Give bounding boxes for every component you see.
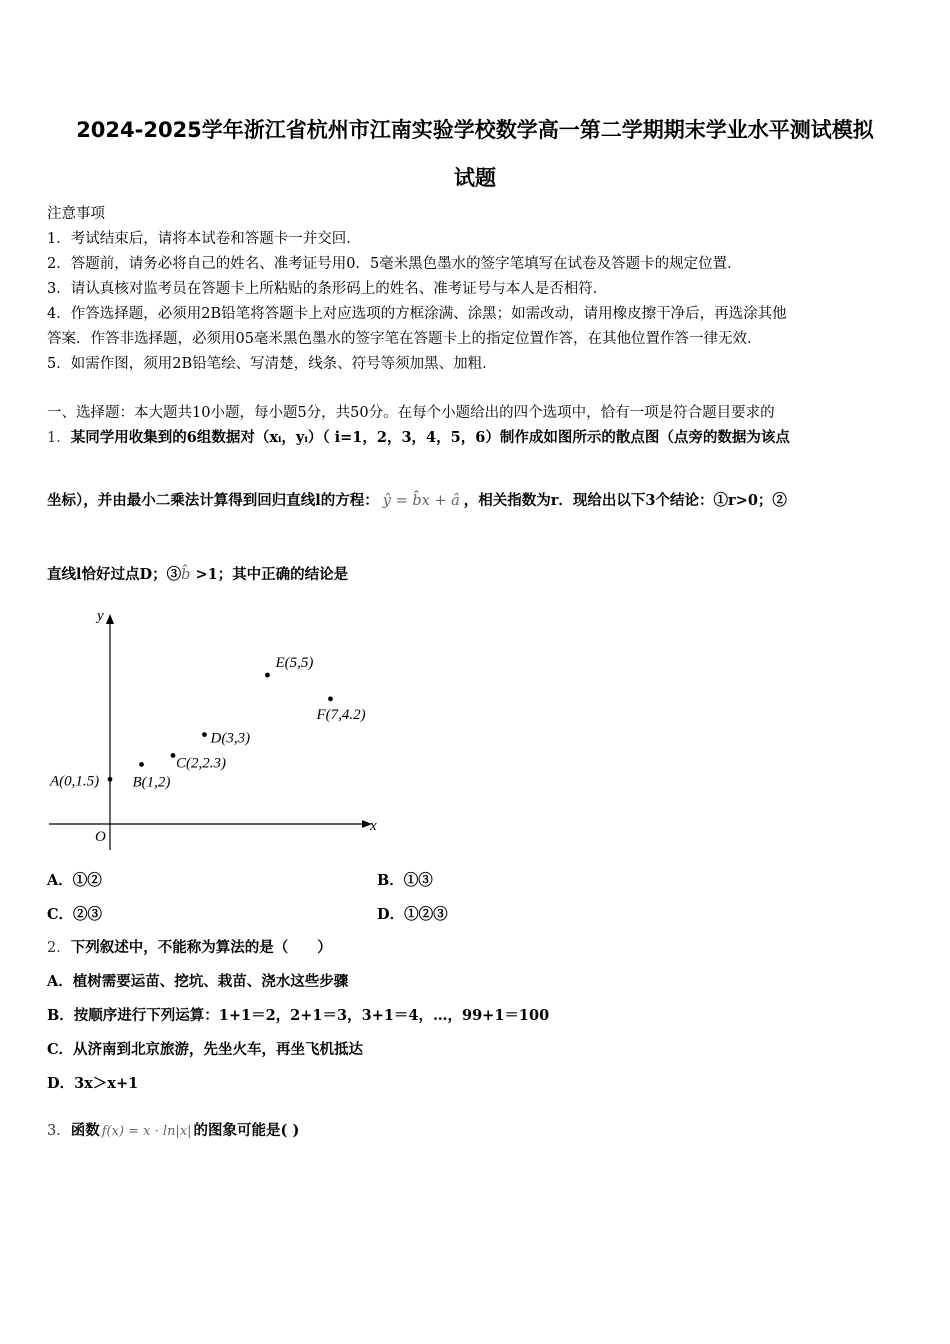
- question-1-text: 坐标），并由最小二乘法计算得到回归直线l的方程：: [47, 492, 379, 509]
- question-3-stem: [47, 1119, 299, 1140]
- q2-option-a[interactable]: A．植树需要运苗、挖坑、栽苗、浇水这些步骤: [47, 973, 349, 990]
- regression-formula: ŷ = b̂x + â: [382, 493, 460, 509]
- q2-option-b[interactable]: B．按顺序进行下列运算：1+1＝2，2+1＝3，3+1＝4，…，99+1＝100: [47, 1007, 550, 1024]
- x-axis-label: x: [370, 818, 377, 834]
- question-1-stem: 某同学用收集到的6组数据对（xᵢ，yᵢ）（ i=1，2，3，4，5，6）制作成如图所示的散点图（点旁的数据为该点: [70, 429, 790, 446]
- question-number: 2．: [47, 940, 71, 956]
- notice-item: 3．请认真核对监考员在答题卡上所粘贴的条形码上的姓名、准考证号与本人是否相符．: [47, 281, 608, 297]
- notice-item: 1．考试结束后，请将本试卷和答题卡一并交回．: [47, 231, 361, 247]
- q1-option-a[interactable]: A．①②: [47, 872, 102, 889]
- function-formula: f(x) = x · ln|x|: [101, 1124, 192, 1139]
- notice-item: 2．答题前，请务必将自己的姓名、准考证号用0．5毫米黑色墨水的签字笔填写在试卷及答题卡的规定位置．: [47, 256, 742, 272]
- question-1-line-2: [47, 489, 787, 510]
- y-axis-label: y: [97, 608, 104, 624]
- question-2-text: 下列叙述中，不能称为算法的是（ ）: [70, 939, 332, 956]
- point-label: B(1,2): [132, 774, 171, 791]
- scatter-point: [108, 777, 113, 782]
- point-label: D(3,3): [210, 730, 251, 747]
- question-1-line-3: [47, 563, 348, 584]
- point-label: C(2,2.3): [176, 755, 226, 772]
- question-1-line-1: [47, 426, 790, 447]
- notice-heading: 注意事项: [47, 206, 105, 222]
- q1-option-c[interactable]: C．②③: [47, 906, 103, 923]
- q1-option-b[interactable]: B．①③: [377, 872, 433, 889]
- q1-option-d[interactable]: D．①②③: [377, 906, 448, 923]
- question-3-text: 函数: [70, 1122, 100, 1139]
- question-1-text: ，相关指数为r．现给出以下3个结论：①r>0；②: [463, 492, 787, 509]
- origin-label: O: [95, 829, 106, 845]
- question-number: 3．: [47, 1123, 71, 1139]
- point-label: A(0,1.5): [50, 773, 100, 790]
- question-3-text: 的图象可能是( ): [193, 1122, 300, 1139]
- y-axis-arrow: [106, 614, 114, 624]
- question-number: 1．: [47, 430, 71, 446]
- scatter-point: [139, 762, 144, 767]
- notice-item: 4．作答选择题，必须用2B铅笔将答题卡上对应选项的方框涂满、涂黑；如需改动，请用橡皮擦干净后，再选涂其他: [47, 306, 787, 322]
- scatter-point: [171, 753, 176, 758]
- page-title: 2024-2025学年浙江省杭州市江南实验学校数学高一第二学期期末学业水平测试模拟: [76, 118, 874, 142]
- notice-item: 5．如需作图，须用2B铅笔绘、写清楚，线条、符号等须加黑、加粗．: [47, 356, 497, 372]
- section-heading: 一、选择题：本大题共10小题，每小题5分，共50分。在每个小题给出的四个选项中，恰有一项是符合题目要求的: [47, 405, 775, 421]
- scatter-point: [328, 696, 333, 701]
- point-label: E(5,5): [275, 655, 314, 671]
- notice-item: 答案．作答非选择题，必须用05毫米黑色墨水的签字笔在答题卡上的指定位置作答，在其他位置作答一律无效．: [47, 331, 762, 347]
- scatter-plot: [47, 600, 392, 850]
- scatter-point: [265, 673, 270, 678]
- question-2-stem: [47, 936, 332, 957]
- scatter-points: [49, 655, 366, 790]
- point-label: F(7,4.2): [316, 706, 366, 723]
- scatter-point: [202, 732, 207, 737]
- q2-option-c[interactable]: C．从济南到北京旅游，先坐火车，再坐飞机抵达: [47, 1041, 364, 1058]
- page-title-continued: 试题: [454, 166, 496, 190]
- question-1-text: >1；其中正确的结论是: [190, 566, 349, 583]
- q2-option-d[interactable]: D．3x＞x+1: [47, 1075, 139, 1092]
- slope-formula: b̂: [181, 567, 191, 583]
- question-1-text: 直线l恰好过点D；③: [47, 566, 182, 583]
